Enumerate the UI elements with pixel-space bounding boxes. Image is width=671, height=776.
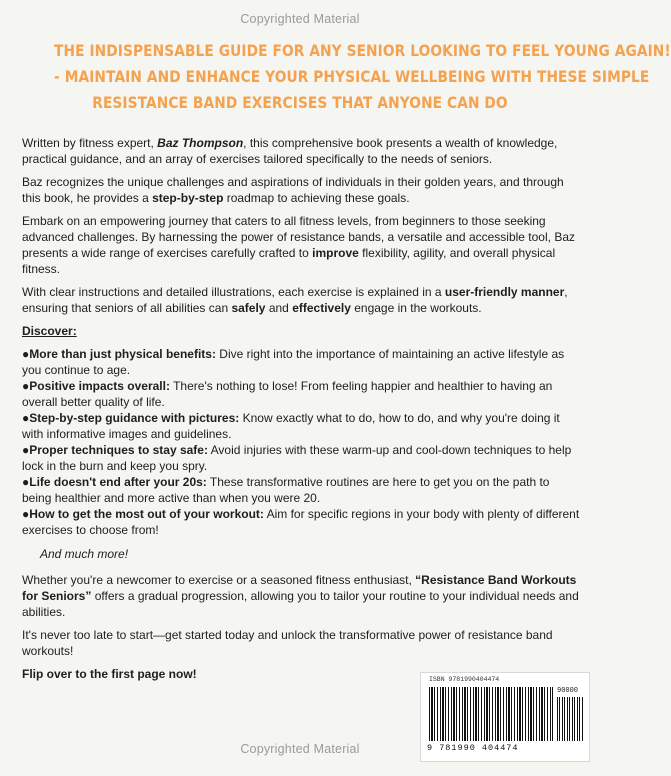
emphasis: improve [312, 246, 359, 260]
price-code: 90000 [557, 687, 579, 695]
and-much-more: And much more! [40, 547, 129, 561]
emphasis: effectively [292, 301, 351, 315]
item-title: More than just physical benefits: [29, 347, 216, 361]
intro-paragraph-1 [22, 135, 580, 167]
watermark-bottom: Copyrighted Material [240, 742, 360, 756]
intro-paragraph-2 [22, 174, 580, 206]
text: Baz recognizes the unique challenges and aspirations of individuals in their golden years, and through this book, he provides a [22, 175, 564, 205]
item-title: How to get the most out of your workout: [29, 507, 264, 521]
call-to-action: Flip over to the first page now! [22, 667, 197, 681]
text: offers a gradual progression, allowing you to tailor your routine to your individual needs and abilities. [22, 589, 579, 619]
closing-paragraph-1 [22, 572, 580, 620]
text: roadmap to achieving these goals. [223, 191, 410, 205]
intro-paragraph-3 [22, 213, 580, 277]
text: Whether you're a newcomer to exercise or a seasoned fitness enthusiast, [22, 573, 416, 587]
list-item [22, 474, 580, 506]
emphasis: step-by-step [152, 191, 224, 205]
barcode-digits: 9 781990 404474 [427, 743, 519, 753]
text: flexibility, agility, and overall physical fitness. [22, 246, 556, 276]
item-title: Life doesn't end after your 20s: [29, 475, 207, 489]
item-title: Positive impacts overall: [29, 379, 170, 393]
book-title: “Resistance Band Workouts for Seniors” [22, 573, 577, 603]
text: engage in the workouts. [350, 301, 482, 315]
list-item [22, 506, 580, 538]
item-text: These transformative routines are here to get you on the path to being healthier and more active than when you were 20. [22, 475, 550, 505]
emphasis: user-friendly manner [444, 285, 565, 299]
watermark-top: Copyrighted Material [240, 12, 360, 26]
item-text: Dive right into the importance of maintaining an active lifestyle as you continue to age. [22, 347, 565, 377]
bullet-icon: ● [22, 379, 30, 393]
text: Embark on an empowering journey that caters to all fitness levels, from beginners to those seeking advanced challenges. By harnessing the power of resistance bands, a versatile and accessible tool, Baz presents a wide range of exercises carefully crafted to [22, 214, 575, 260]
item-text: Avoid injuries with these warm-up and cool-down techniques to help lock in the burn and keep you spry. [22, 443, 572, 473]
author-name: Baz Thompson [157, 136, 244, 150]
text: Written by fitness expert, [22, 136, 158, 150]
item-text: There's nothing to lose! From feeling happier and healthier to having an overall better quality of life. [22, 379, 553, 409]
item-title: Proper techniques to stay safe: [29, 443, 208, 457]
discover-list [22, 346, 580, 538]
emphasis: safely [231, 301, 266, 315]
text: With clear instructions and detailed illustrations, each exercise is explained in a [22, 285, 445, 299]
list-item [22, 442, 580, 474]
headline-line-2: - MAINTAIN AND ENHANCE YOUR PHYSICAL WELLBEING WITH THESE SIMPLE [54, 67, 650, 86]
bullet-icon: ● [22, 475, 30, 489]
text: , ensuring that seniors of all abilities can [22, 285, 568, 315]
list-item [22, 410, 580, 442]
item-text: Aim for specific regions in your body with plenty of different exercises to choose from! [22, 507, 580, 537]
bullet-icon: ● [22, 347, 30, 361]
item-title: Step-by-step guidance with pictures: [29, 411, 240, 425]
text: , this comprehensive book presents a wealth of knowledge, practical guidance, and an array of exercises tailored specifically to the needs of seniors. [22, 136, 558, 166]
description-body [22, 135, 580, 689]
headline [54, 38, 671, 116]
item-text: Know exactly what to do, how to do, and why you're doing it with informative images and guidelines. [22, 411, 560, 441]
price-barcode-bars [557, 697, 583, 741]
bullet-icon: ● [22, 411, 30, 425]
closing-paragraph-2: It's never too late to start—get started today and unlock the transformative power of resistance band workouts! [22, 628, 553, 658]
headline-line-1: THE INDISPENSABLE GUIDE FOR ANY SENIOR LOOKING TO FEEL YOUNG AGAIN! [54, 41, 671, 60]
bullet-icon: ● [22, 507, 30, 521]
list-item [22, 378, 580, 410]
discover-heading: Discover: [22, 324, 77, 338]
barcode-bars [429, 687, 553, 741]
list-item [22, 346, 580, 378]
isbn-label: ISBN 9781990404474 [429, 676, 500, 683]
headline-line-3: RESISTANCE BAND EXERCISES THAT ANYONE CAN DO [92, 93, 508, 112]
bullet-icon: ● [22, 443, 30, 457]
intro-paragraph-4 [22, 284, 580, 316]
text: and [265, 301, 293, 315]
